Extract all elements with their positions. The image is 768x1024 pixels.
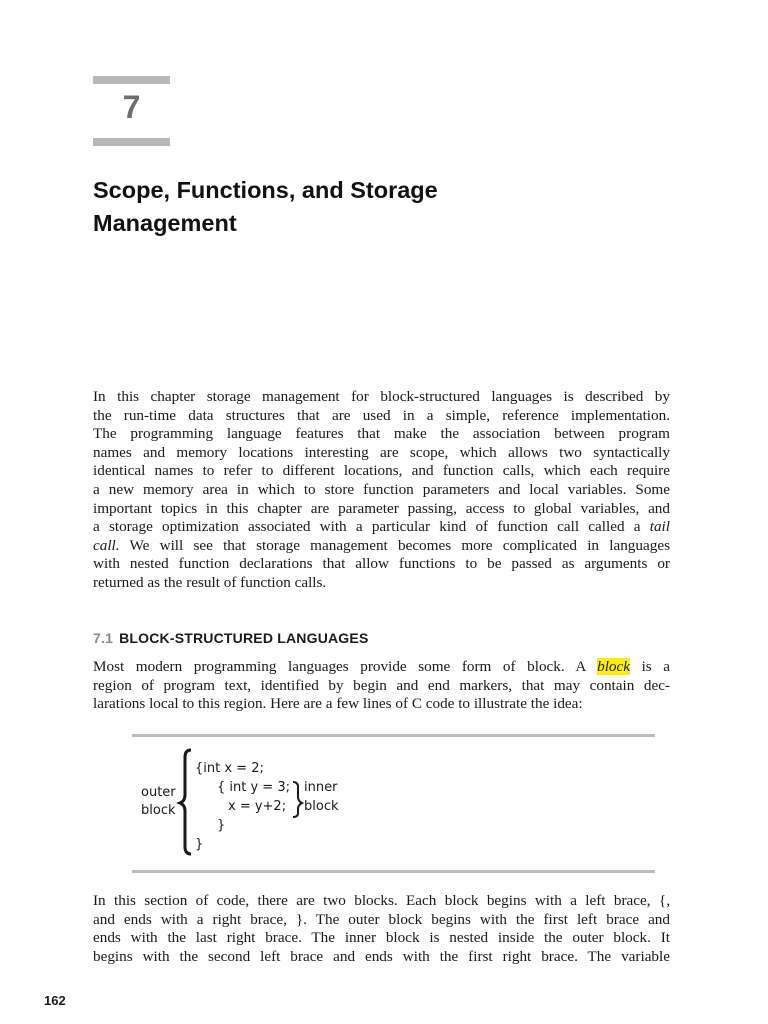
block-text: Most modern programming languages provide some form of block. A — [93, 658, 598, 675]
explanation-line: begins with the second left brace and ends with the first right brace. The variable — [93, 947, 670, 965]
inner-brace — [293, 782, 302, 817]
intro-line: a new memory area in which to store function parameters and local variables. Some — [93, 480, 670, 498]
code-line: } — [195, 837, 204, 852]
block-text: is a — [630, 658, 670, 675]
explanation-line: ends with the last right brace. The inner block is nested inside the outer block. It — [93, 929, 670, 947]
chapter-number: 7 — [122, 89, 141, 125]
intro-line: In this chapter storage management for block-structured languages is described by — [93, 388, 670, 405]
intro-line: the run-time data structures that are used in a simple, reference implementation. — [93, 406, 670, 424]
block-line: larations local to this region. Here are a few lines of C code to illustrate the idea: — [93, 695, 583, 713]
code-line: {int x = 2; — [195, 761, 264, 776]
code-line: } — [217, 818, 226, 833]
page-number: 162 — [44, 993, 66, 1008]
explanation-line: and ends with a right brace, }. The outer block begins with the first left brace and — [93, 910, 670, 928]
intro-line: names and memory locations interesting are scope, which allows two syntactically — [93, 443, 670, 461]
term-block-highlight: block — [597, 658, 630, 675]
term-tail: tail — [649, 518, 670, 536]
intro-line: important topics in this chapter are parameter passing, access to global variables, and — [93, 499, 670, 517]
code-line: { int y = 3; — [217, 780, 290, 795]
outer-block-label: block — [141, 803, 176, 818]
block-line: region of program text, identified by begin and end markers, that may contain dec- — [93, 676, 670, 694]
intro-line: identical names to refer to different locations, and function calls, which each require — [93, 462, 670, 480]
section-title: BLOCK-STRUCTURED LANGUAGES — [119, 630, 369, 646]
chapter-title-line: Scope, Functions, and Storage — [93, 177, 438, 203]
term-call: call. — [93, 536, 120, 554]
intro-text: a storage optimization associated with a particular kind of function call called a — [93, 518, 650, 536]
chapter-title-line: Management — [93, 210, 237, 236]
section-number: 7.1 — [93, 630, 114, 646]
outer-block-label: outer — [141, 785, 176, 800]
intro-line: The programming language features that make the association between program — [93, 425, 670, 443]
inner-block-label: block — [304, 799, 339, 814]
explanation-line: In this section of code, there are two blocks. Each block begins with a left brace, {, — [93, 892, 670, 909]
intro-text: We will see that storage management becomes more complicated in languages — [119, 536, 670, 554]
inner-block-label: inner — [304, 780, 338, 795]
code-line: x = y+2; — [228, 799, 287, 814]
figure-rule-bottom — [132, 870, 655, 873]
intro-line: with nested function declarations that allow functions to be passed as arguments or — [93, 555, 670, 573]
outer-brace — [180, 750, 191, 854]
intro-line: returned as the result of function calls. — [93, 573, 327, 591]
explanation-paragraph — [93, 892, 670, 966]
